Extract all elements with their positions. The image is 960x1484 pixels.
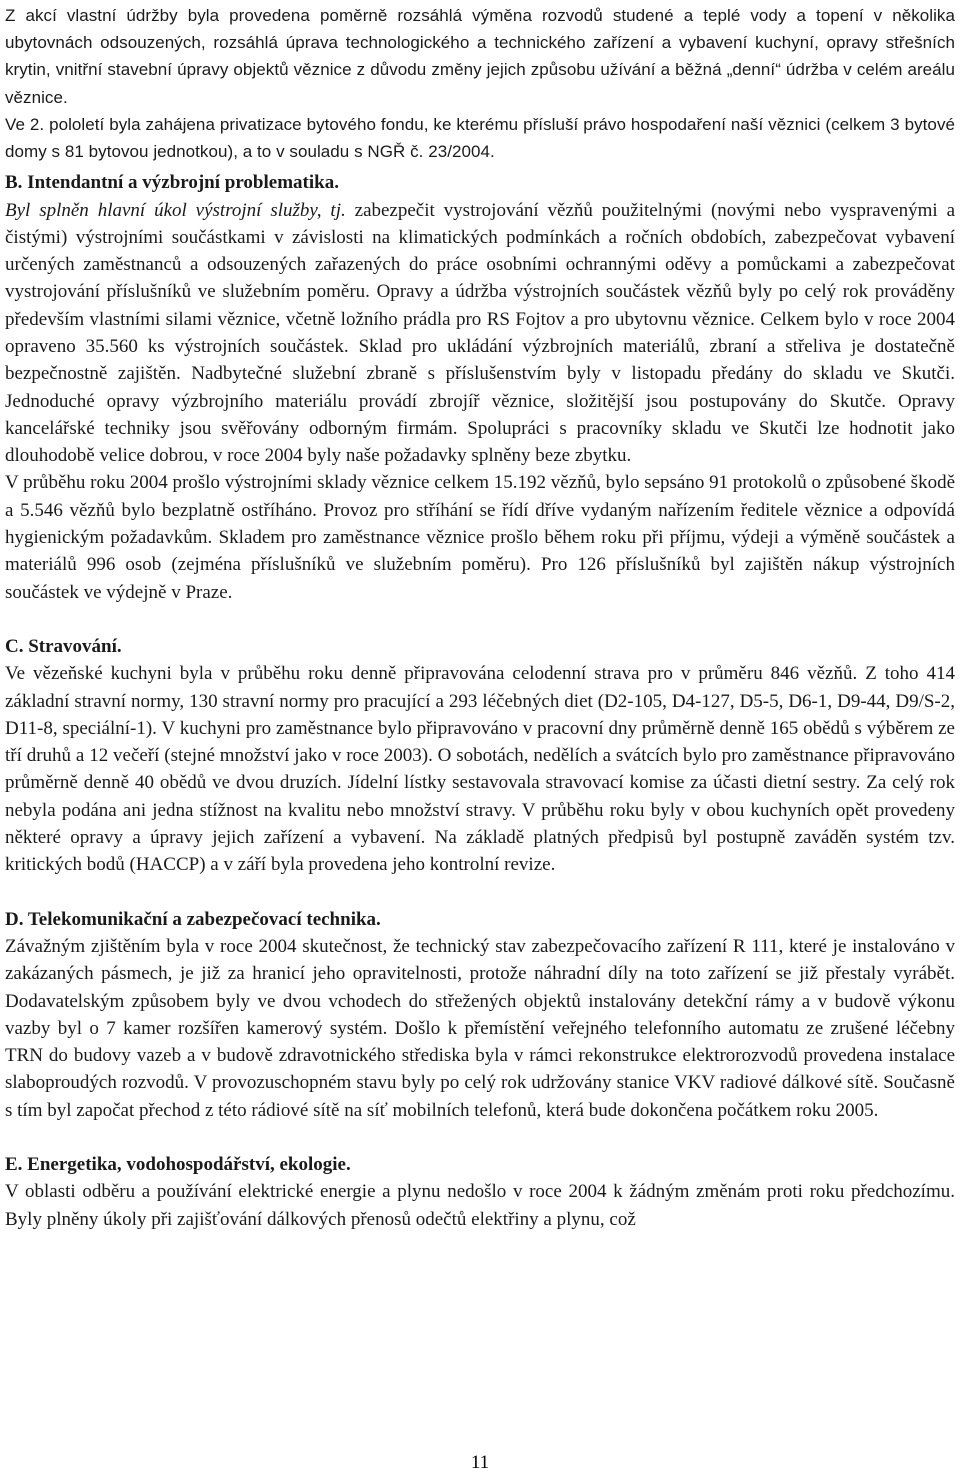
spacer: [5, 1124, 955, 1151]
intro-paragraph-maintenance: Z akcí vlastní údržby byla provedena poměrně rozsáhlá výměna rozvodů studené a teplé vody a topení v několika ubytovnách odsouzených, rozsáhlá úprava technologického a technického zařízení a vybavení kuchyní, opravy střešních krytin, vnitřní stavební úpravy objektů věznice z důvodu změny jejich způsobu užívání a běžná „denní“ údržba v celém areálu věznice.: [5, 6, 955, 107]
section-e-heading: E. Energetika, vodohospodářství, ekologie.: [5, 1154, 351, 1176]
spacer: [5, 606, 955, 633]
document-page: [5, 0, 955, 1233]
page-number: 11: [470, 1452, 490, 1473]
section-b-paragraph-1-text: zabezpečit vystrojování vězňů použitelnými (novými nebo vyspravenými a čistými) výstrojními součástkami v závislosti na klimatických podmínkách a ročních obdobích, zabezpečovat vybavení určených zaměstnanců a odsouzených zařazených do práce osobními ochrannými oděvy a pomůckami a zabezpečovat vystrojování příslušníků ve služebním poměru. Opravy a údržba výstrojních součástek vězňů byly po celý rok prováděny především vlastními silami věznice, včetně ložního prádla pro RS Fojtov a pro ubytovnu věznice. Celkem bylo v roce 2004 opraveno 35.560 ks výstrojních součástek. Sklad pro ukládání výzbrojních materiálů, zbraní a střeliva je dostatečně bezpečnostně zajištěn. Nadbytečné služební zbraně s příslušenstvím byly v listopadu předány do skladu ve Skutči. Jednoduché opravy výzbrojního materiálu provádí zbrojíř věznice, složitější jsou postupovány do Skutče. Opravy kancelářské techniky jsou svěřovány odborným firmám. Spolupráci s pracovníky skladu ve Skutči lze hodnotit jako dlouhodobě velice dobrou, v roce 2004 byly naše požadavky splněny beze zbytku.: [5, 199, 956, 467]
section-d-heading: D. Telekomunikační a zabezpečovací technika.: [5, 908, 381, 930]
section-b-heading: B. Intendantní a výzbrojní problematika.: [5, 172, 339, 194]
intro-paragraph-privatization: Ve 2. pololetí byla zahájena privatizace bytového fondu, ke kterému přísluší právo hospodaření naší věznici (celkem 3 bytové domy s 81 bytovou jednotkou), a to v souladu s NGŘ č. 23/2004.: [5, 114, 955, 162]
section-d-paragraph-1: Závažným zjištěním byla v roce 2004 skutečnost, že technický stav zabezpečovacího zařízení R 111, které je instalováno v zakázaných pásmech, je již za hranicí jeho opravitelnosti, protože náhradní díly na toto zařízení se již přestaly vyrábět. Dodavatelským způsobem byly ve dvou vchodech do střežených objektů instalovány detekční rámy a v budově výkonu vazby byl o 7 kamer rozšířen kamerový systém. Došlo k přemístění veřejného telefonního automatu ze zrušené léčebny TRN do budovy vazeb a v budově zdravotnického střediska byla v rámci rekonstrukce elektrorozvodů provedena instalace slaboproudých rozvodů. V provozuschopném stavu byly po celý rok udržovány stanice VKV radiové dálkové sítě. Současně s tím byl započat přechod z této rádiové sítě na síť mobilních telefonů, která bude dokončena počátkem roku 2005.: [5, 935, 955, 1121]
section-b-paragraph-1: [5, 197, 955, 470]
section-e-paragraph-1: V oblasti odběru a používání elektrické energie a plynu nedošlo v roce 2004 k žádným změnám proti roku předchozímu. Byly plněny úkoly při zajišťování dálkových přenosů odečtů elektřiny a plynu, což: [5, 1181, 955, 1230]
section-c-paragraph-1: Ve vězeňské kuchyni byla v průběhu roku denně připravována celodenní strava pro v průměru 846 vězňů. Z toho 414 základní stravní normy, 130 stravní normy pro pracující a 293 léčebných diet (D2-105, D4-127, D5-5, D6-1, D9-44, D9/S-2, D11-8, speciální-1). V kuchyni pro zaměstnance bylo připravováno v pracovní dny průměrně denně 165 obědů s výběrem ze tří druhů a 12 večeří (stejné množství jako v roce 2003). O sobotách, nedělích a svátcích bylo pro zaměstnance připravováno průměrně denně 40 obědů ve dvou druzích. Jídelní lístky sestavovala stravovací komise za účasti dietní sestry. Za celý rok nebyla podána ani jedna stížnost na kvalitu nebo množství stravy. V průběhu roku byly v obou kuchyních opět provedeny některé opravy a úpravy jejich zařízení a vybavení. Na základě platných předpisů byl postupně zaváděn systém tzv. kritických bodů (HACCP) a v září byla provedena jeho kontrolní revize.: [5, 663, 955, 876]
intro-section: [5, 0, 955, 165]
section-c-heading: C. Stravování.: [5, 635, 122, 657]
section-b-italic-lead: Byl splněn hlavní úkol výstrojní služby, tj.: [5, 199, 346, 221]
section-b-paragraph-2: V průběhu roku 2004 prošlo výstrojními sklady věznice celkem 15.192 vězňů, bylo sepsáno 91 protokolů o způsobené škodě a 5.546 vězňů bylo bezplatně ostříháno. Provoz pro stříhání se řídí dříve vydaným nařízením ředitele věznice a odpovídá hygienickým požadavkům. Skladem pro zaměstnance věznice prošlo během roku při příjmu, výdeji a výměně součástek a materiálů 996 osob (zejména příslušníků ve služebním poměru). Pro 126 příslušníků byl zajištěn nákup výstrojních součástek ve výdejně v Praze.: [5, 472, 956, 603]
section-e: [5, 1151, 955, 1233]
section-c: [5, 633, 955, 879]
section-b: [5, 169, 955, 606]
section-d: [5, 906, 955, 1124]
spacer: [5, 879, 955, 906]
